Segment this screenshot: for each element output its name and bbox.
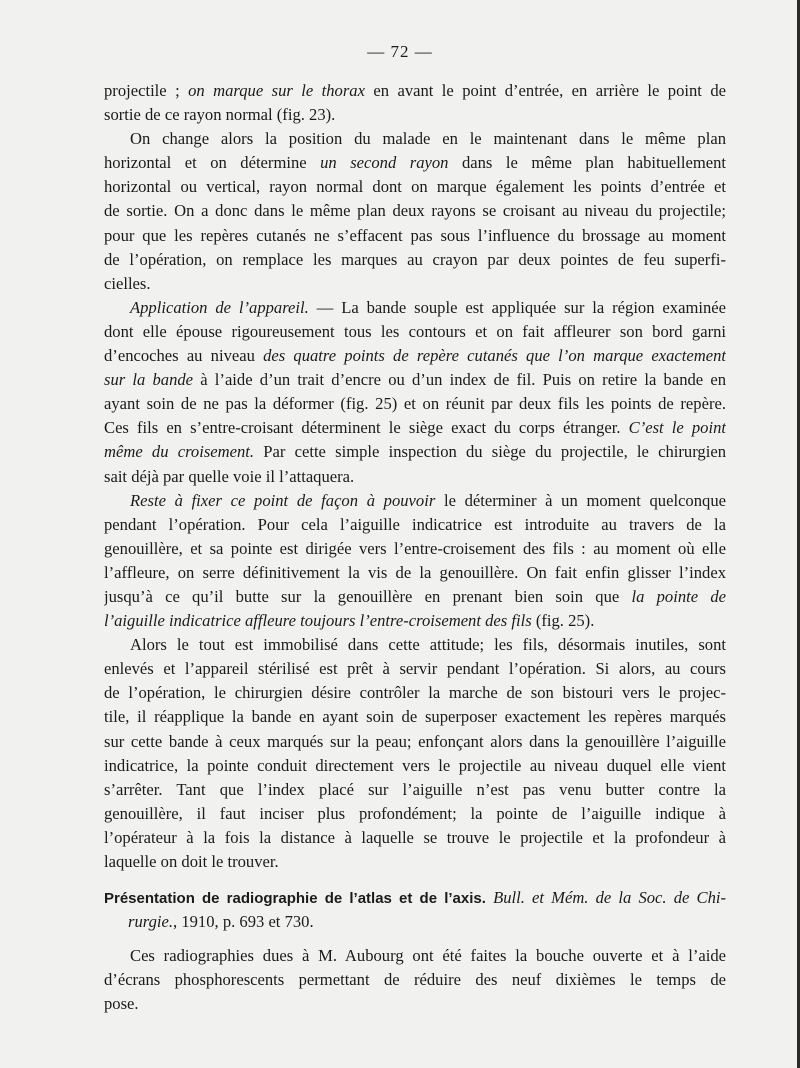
text-run: jusqu’à ce qu’il butte sur la genouillère en prenant bien soin que bbox=[104, 586, 632, 606]
text-line bbox=[104, 778, 726, 802]
italic-run: l’aiguille indicatrice affleure toujours l’entre-croisement des fils bbox=[104, 611, 532, 631]
text-line bbox=[104, 127, 726, 151]
text-line bbox=[104, 465, 726, 489]
text-line bbox=[104, 513, 726, 537]
text-line bbox=[104, 802, 726, 826]
text-line bbox=[104, 609, 726, 633]
text-line bbox=[104, 850, 726, 874]
text-line bbox=[104, 730, 726, 754]
text-run: Ces fils en s’entre-croisant déterminent le siège exact du corps étranger. bbox=[104, 418, 629, 438]
text-run: projectile ; bbox=[104, 81, 189, 100]
bold-run: Présentation de radiographie de l’atlas et de l’axis. bbox=[104, 890, 486, 908]
text-line bbox=[104, 944, 726, 968]
text-line bbox=[104, 416, 726, 440]
text-line bbox=[104, 657, 726, 681]
text-run: — La bande souple est appliquée sur la région examinée bbox=[308, 297, 726, 317]
text-run: pour que les repères cutanés ne s’effacent pas sous l’influence du brossage au moment bbox=[104, 225, 726, 245]
italic-run: Bull. et Mém. de la Soc. de Chi- bbox=[493, 888, 726, 908]
text-line bbox=[104, 440, 726, 464]
text-line bbox=[104, 633, 726, 657]
text-line bbox=[104, 344, 726, 368]
page-number: — 72 — bbox=[367, 42, 433, 61]
text-line bbox=[104, 705, 726, 729]
italic-run: C’est le point bbox=[628, 418, 726, 438]
text-run: Alors le tout est immobilisé dans cette attitude; les fils, désormais inutiles, sont bbox=[130, 635, 726, 655]
text-run: horizontal et on détermine bbox=[104, 153, 321, 173]
paragraph-2 bbox=[104, 296, 726, 489]
text-line bbox=[104, 320, 726, 344]
italic-run: même du croisement. bbox=[104, 442, 255, 462]
text-line bbox=[104, 296, 726, 320]
paragraph-3 bbox=[104, 489, 726, 634]
text-run: (fig. 25). bbox=[531, 611, 595, 631]
text-run: On change alors la position du malade en le maintenant dans le même plan bbox=[130, 129, 726, 149]
text-run: , 1910, p. 693 et 730. bbox=[173, 912, 314, 932]
text-run: dans le même plan habituellement bbox=[448, 153, 726, 173]
text-line bbox=[104, 199, 726, 223]
text-run: sortie de ce rayon normal (fig. 23). bbox=[104, 105, 336, 125]
text-run bbox=[486, 888, 493, 907]
text-run: de l’opération, on remplace les marques au crayon par deux pointes de feu superfi- bbox=[104, 249, 726, 269]
text-line bbox=[104, 968, 726, 992]
text-line bbox=[104, 175, 726, 199]
text-run: d’encoches au niveau bbox=[104, 346, 264, 366]
text-run: horizontal ou vertical, rayon normal dont on marque également les points d’entrée et bbox=[104, 177, 726, 197]
text-run: l’affleure, on serre définitivement la vis de la genouillère. On fait enfin glisser l’index bbox=[104, 562, 726, 582]
text-run: de sortie. On a donc dans le même plan deux rayons se croisant au niveau du projectile; bbox=[104, 201, 726, 221]
text-run: en avant le point d’entrée, en arrière le point de bbox=[364, 81, 726, 100]
text-line bbox=[104, 754, 726, 778]
italic-run: rurgie. bbox=[128, 912, 174, 932]
text-run: pendant l’opération. Pour cela l’aiguille indicatrice est introduite au travers de la bbox=[104, 514, 726, 534]
paragraph-5 bbox=[104, 944, 726, 1016]
text-line bbox=[104, 826, 726, 850]
text-line bbox=[104, 248, 726, 272]
text-line bbox=[104, 681, 726, 705]
text-run: pose. bbox=[104, 994, 139, 1014]
italic-run: Application de l’appareil. bbox=[130, 297, 309, 317]
text-run: l’opérateur à la fois la distance à laquelle se trouve le projectile et la profondeur à bbox=[104, 827, 726, 847]
text-line bbox=[104, 392, 726, 416]
italic-run: sur la bande bbox=[104, 370, 194, 390]
text-run: genouillère, et sa pointe est dirigée vers l’entre-croisement des fils : au moment où elle bbox=[104, 538, 726, 558]
section-heading bbox=[104, 886, 726, 934]
italic-run: des quatre points de repère cutanés que l’on marque exactement bbox=[263, 346, 726, 366]
text-run: dont elle épouse rigoureusement tous les contours et on fait affleurer son bord garni bbox=[104, 321, 726, 341]
paragraph-1 bbox=[104, 79, 726, 296]
text-line bbox=[104, 224, 726, 248]
text-line bbox=[104, 585, 726, 609]
text-run: indicatrice, la pointe conduit directement vers le projectile au niveau duquel elle vient bbox=[104, 755, 726, 775]
text-line bbox=[104, 151, 726, 175]
text-run: de l’opération, le chirurgien désire contrôler la marche de son bistouri vers le projec- bbox=[104, 683, 726, 703]
text-line bbox=[104, 886, 726, 910]
text-run: tile, il réapplique la bande en ayant soin de superposer exactement les repères marqués bbox=[104, 707, 726, 727]
text-run: laquelle on doit le trouver. bbox=[104, 852, 279, 871]
text-line bbox=[104, 537, 726, 561]
text-run: enlevés et l’appareil stérilisé est prêt à servir pendant l’opération. Si alors, au cours bbox=[104, 659, 726, 679]
text-run: à l’aide d’un trait d’encre ou d’un index de fil. Puis on retire la bande en bbox=[193, 370, 726, 390]
italic-run: un second rayon bbox=[320, 153, 449, 173]
text-line bbox=[104, 79, 726, 103]
italic-run: on marque sur le thorax bbox=[188, 81, 365, 100]
text-run: Ces radiographies dues à M. Aubourg ont été faites la bouche ouverte et à l’aide bbox=[130, 946, 726, 966]
text-line bbox=[104, 103, 726, 127]
text-line bbox=[104, 910, 726, 934]
text-line bbox=[104, 992, 726, 1016]
body-text bbox=[104, 79, 726, 1017]
text-line bbox=[104, 368, 726, 392]
italic-run: la pointe de bbox=[631, 586, 726, 606]
text-line bbox=[104, 561, 726, 585]
text-run: d’écrans phosphorescents permettant de réduire des neuf dixièmes le temps de bbox=[104, 970, 726, 990]
text-run: ayant soin de ne pas la déformer (fig. 25) et on réunit par deux fils les points de repère. bbox=[104, 394, 726, 414]
text-run: Par cette simple inspection du siège du projectile, le chirurgien bbox=[254, 442, 726, 462]
italic-run: Reste à fixer ce point de façon à pouvoir bbox=[130, 490, 436, 510]
text-run: cielles. bbox=[104, 273, 151, 293]
text-run: s’arrêter. Tant que l’index placé sur l’aiguille n’est pas venu butter contre la bbox=[104, 779, 726, 799]
text-run: sur cette bande à ceux marqués sur la peau; enfonçant alors dans la genouillère l’aiguille bbox=[104, 731, 726, 751]
text-run: le déterminer à un moment quelconque bbox=[435, 490, 726, 510]
text-run: genouillère, il faut inciser plus profondément; la pointe de l’aiguille indique à bbox=[104, 803, 726, 823]
text-run: sait déjà par quelle voie il l’attaquera. bbox=[104, 466, 355, 486]
paragraph-4 bbox=[104, 633, 726, 874]
text-line bbox=[104, 272, 726, 296]
text-line bbox=[104, 489, 726, 513]
